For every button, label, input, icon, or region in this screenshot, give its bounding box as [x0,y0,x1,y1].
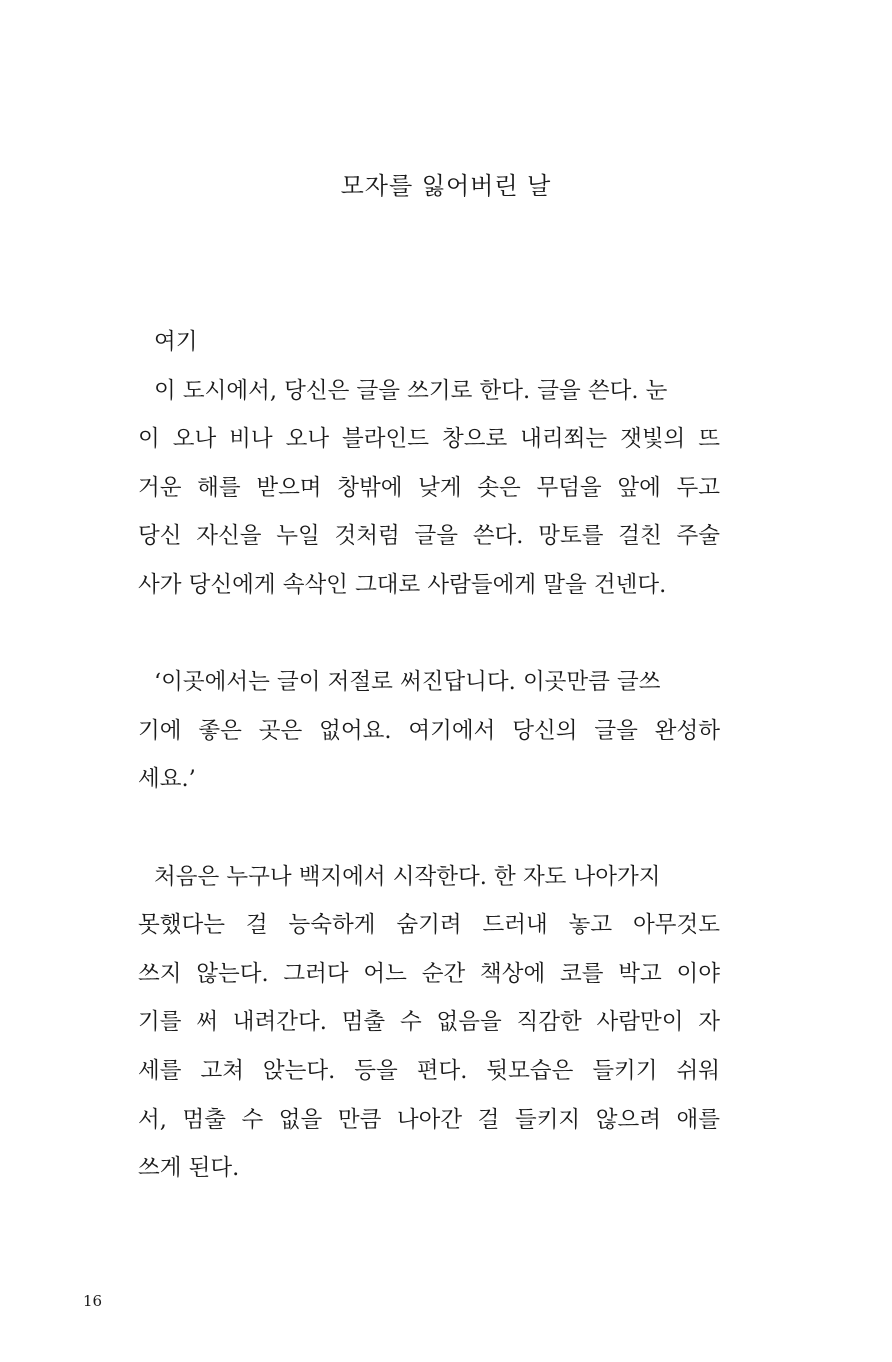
text-line: 세를 고쳐 앉는다. 등을 편다. 뒷모습은 들키기 쉬워 [138,1057,720,1084]
text-line: 쓰게 된다. [138,1155,240,1182]
chapter-title: 모자를 잃어버린 날 [340,172,552,200]
text-line: 여기 [154,329,198,355]
text-line: 쓰지 않는다. 그러다 어느 순간 책상에 코를 박고 이야 [138,960,720,987]
text-line: 사가 당신에게 속삭인 그대로 사람들에게 말을 건넨다. [138,571,667,598]
quote-paragraph [138,658,720,804]
paragraph [138,853,720,1193]
text-line: 세요.’ [138,766,196,793]
text-line: 기에 좋은 곳은 없어요. 여기에서 당신의 글을 완성하 [138,717,720,744]
text-line: 못했다는 걸 능숙하게 숨기려 드러내 놓고 아무것도 [138,912,720,939]
paragraph [138,367,720,610]
paragraph-gap [138,804,720,853]
text-line: 당신 자신을 누일 것처럼 글을 쓴다. 망토를 걸친 주술 [138,523,720,550]
paragraph-heading [138,318,720,367]
body-text [138,318,720,1193]
text-line: 서, 멈출 수 없을 만큼 나아간 걸 들키지 않으려 애를 [138,1106,720,1133]
text-line: 이 오나 비나 오나 블라인드 창으로 내리쬐는 잿빛의 뜨 [138,426,720,453]
text-line: 처음은 누구나 백지에서 시작한다. 한 자도 나아가지 [154,863,661,890]
text-line: 거운 해를 받으며 창밖에 낮게 솟은 무덤을 앞에 두고 [138,474,720,501]
page-number: 16 [83,1292,103,1310]
text-line: ‘이곳에서는 글이 저절로 써진답니다. 이곳만큼 글쓰 [154,669,661,696]
text-line: 기를 써 내려간다. 멈출 수 없음을 직감한 사람만이 자 [138,1009,720,1036]
text-line: 이 도시에서, 당신은 글을 쓰기로 한다. 글을 쓴다. 눈 [154,377,668,404]
paragraph-gap [138,610,720,659]
